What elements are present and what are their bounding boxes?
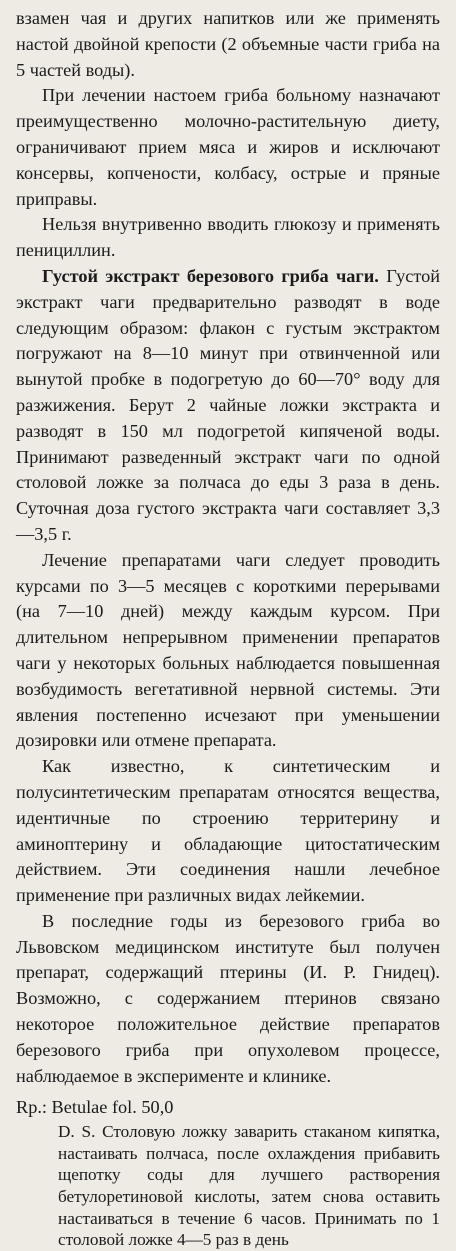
paragraph-synthetic-preparations: Как известно, к синтетическим и полусинтетическим препаратам относятся вещества, идентичные по строению территерину и аминоптерину и обладающие цитостатическим действием. Эти соединения нашли лечебное применение при различных видах лейкемии. bbox=[16, 756, 440, 906]
section-heading: Густой экстракт березового гриба чаги. bbox=[42, 265, 379, 286]
paragraph-contraindications: Нельзя внутривенно вводить глюкозу и применять пенициллин. bbox=[16, 214, 440, 261]
recipe-signature: D. S. Столовую ложку заварить стаканом кипятка, настаивать полчаса, после охлаждения прибавить щепотку соды для лучшего растворения бетулоретиновой кислоты, затем снова оставить настаиваться в течение 6 часов. Принимать по 1 столовой ложке 4—5 раз в день bbox=[58, 1122, 440, 1250]
recipe-rp: Rp.: Betulae fol. 50,0 bbox=[16, 1097, 174, 1118]
paragraph-diet: При лечении настоем гриба больному назначают преимущественно молочно-растительную диету, ограничивают прием мяса и жиров и исключают консервы, копчености, колбасу, острые и пряные приправы. bbox=[16, 85, 440, 209]
paragraph-continuation: взамен чая и других напитков или же применять настой двойной крепости (2 объемные части гриба на 5 частей воды). bbox=[16, 8, 440, 80]
paragraph-chaga-extract-body: Густой экстракт чаги предварительно разводят в воде следующим образом: флакон с густым экстрактом погружают на 8—10 минут при отвинченной или вынутой пробке в подогретую до 60—70° воду для разжижения. Берут 2 чайные ложки экстракта и разводят в 150 мл подогретой кипяченой воды. Принимают разведенный экстракт чаги по одной столовой ложке за полчаса до еды 3 раза в день. Суточная доза густого экстракта чаги составляет 3,3—3,5 г. bbox=[16, 265, 441, 544]
paragraph-pterins: В последние годы из березового гриба во Львовском медицинском институте был получен препарат, содержащий птерины (И. Р. Гнидец). Возможно, с содержанием птеринов связано некоторое положительное действие препаратов березового гриба при опухолевом процессе, наблюдаемое в эксперименте и клинике. bbox=[16, 910, 440, 1086]
paragraph-treatment-course: Лечение препаратами чаги следует проводить курсами по 3—5 месяцев с короткими перерывами (на 7—10 дней) между каждым курсом. При длительном непрерывном применении препаратов чаги у некоторых больных наблюдается повышенная возбудимость вегетативной нервной системы. Эти явления постепенно исчезают при уменьшении дозировки или отмене препарата. bbox=[16, 549, 440, 751]
paragraph-chaga-extract bbox=[16, 264, 440, 548]
